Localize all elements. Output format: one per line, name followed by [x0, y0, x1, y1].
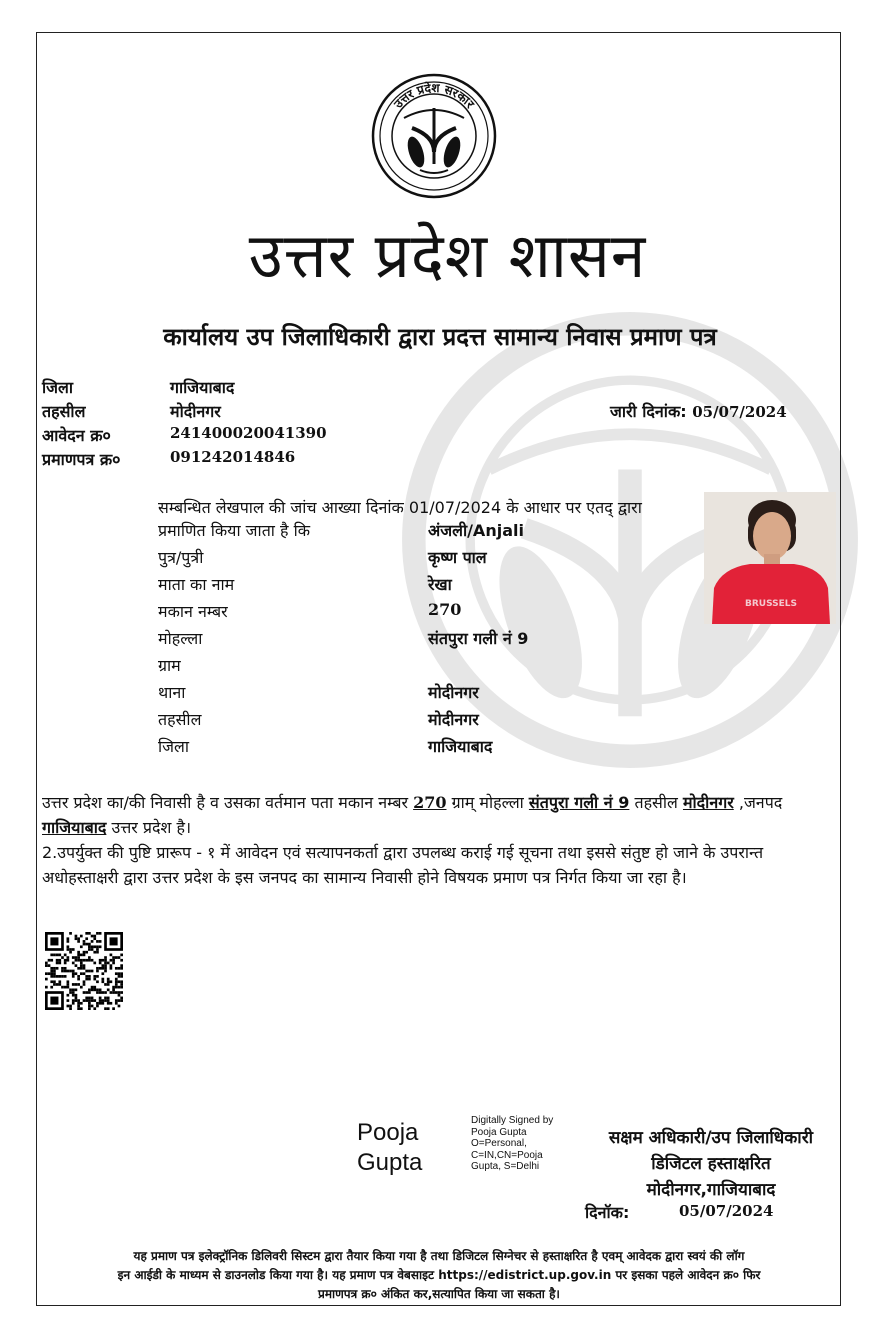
verification-intro: सम्बन्धित लेखपाल की जांच आख्या दिनांक 01/07/2024 के आधार पर एतद् द्वारा	[158, 498, 642, 517]
police-station-value: मोदीनगर	[428, 683, 479, 702]
mohalla-value: संतपुरा गली नं 9	[428, 629, 529, 648]
signing-date-label: दिनॉक:	[585, 1203, 630, 1222]
applicant-photo-illustration	[704, 492, 836, 624]
officer-signed: डिजिटल हस्ताक्षरित	[651, 1154, 771, 1174]
tehsil-underlined: मोदीनगर	[682, 793, 734, 812]
house-number-underlined: 270	[413, 793, 447, 812]
officer-designation: सक्षम अधिकारी/उप जिलाधिकारी	[608, 1128, 814, 1148]
applicant-photo	[704, 492, 836, 624]
certificate-subtitle: कार्यालय उप जिलाधिकारी द्वारा प्रदत्त सामान्य निवास प्रमाण पत्र	[163, 323, 717, 351]
issue-date	[610, 400, 787, 422]
applicant-name: अंजली/Anjali	[428, 521, 524, 540]
issuing-officer	[580, 1125, 842, 1203]
certificate-number-value: 091242014846	[170, 448, 296, 466]
district-detail-value: गाजियाबाद	[428, 737, 493, 756]
application-number-value: 241400020041390	[170, 424, 327, 442]
detail-row: थाना मोदीनगर	[158, 683, 479, 702]
application-number-label: आवेदन क्र०	[42, 426, 111, 445]
detail-row: प्रमाणित किया जाता है कि अंजली/Anjali	[158, 521, 524, 540]
tehsil-detail-value: मोदीनगर	[428, 710, 479, 729]
signing-date-value: 05/07/2024	[679, 1202, 774, 1220]
detail-row: माता का नाम रेखा	[158, 575, 452, 594]
signature-name: Pooja Gupta	[357, 1119, 423, 1176]
district-underlined: गाजियाबाद	[42, 818, 107, 837]
district-value: गाजियाबाद	[170, 378, 235, 397]
detail-row: पुत्र/पुत्री कृष्ण पाल	[158, 548, 487, 567]
digital-signature-details: Digitally Signed by Pooja Gupta O=Personal, C=IN,CN=Pooja Gupta, S=Delhi	[471, 1115, 554, 1172]
detail-row: मोहल्ला संतपुरा गली नं 9	[158, 629, 529, 648]
mother-name: रेखा	[428, 575, 452, 594]
mohalla-underlined: संतपुरा गली नं 9	[528, 793, 630, 812]
parent-name: कृष्ण पाल	[428, 548, 487, 567]
page-title: उत्तर प्रदेश शासन	[248, 219, 647, 292]
tehsil-label: तहसील	[42, 402, 86, 421]
residence-statement: उत्तर प्रदेश का/की निवासी है व उसका वर्तमान पता मकान नम्बर 270 ग्राम् मोहल्ला संतपुरा गली नं 9 तहसील मोदीनगर ,जनपद गाजियाबाद उत्तर प्रदेश है।	[42, 793, 783, 837]
detail-row: ग्राम	[158, 656, 181, 675]
detail-row: मकान नम्बर 270	[158, 600, 462, 621]
qr-code[interactable]	[45, 932, 123, 1010]
issue-date-label: जारी दिनांक:	[610, 402, 687, 421]
tehsil-value: मोदीनगर	[170, 402, 221, 421]
detail-row: जिला गाजियाबाद	[158, 737, 493, 756]
up-government-emblem	[370, 72, 498, 200]
district-label: जिला	[42, 378, 74, 397]
signing-date	[585, 1201, 774, 1223]
shirt-print: BRUSSELS	[744, 599, 798, 609]
footer-note: यह प्रमाण पत्र इलेक्ट्रॉनिक डिलिवरी सिस्टम द्वारा तैयार किया गया है तथा डिजिटल सिग्नेचर से हस्ताक्षरित है एवम् आवेदक द्वारा स्वयं की लॉग इन आईडी के माध्यम से डाउनलोड किया गया है। यह प्रमाण पत्र वेबसाइट https://edistrict.up.gov.in पर इसका पहले आवेदन क्र० फिर प्रमाणपत्र क्र० अंकित कर,सत्यापित किया जा सकता है।	[117, 1249, 761, 1301]
issue-date-value: 05/07/2024	[692, 403, 787, 421]
svg-text:उत्तर प्रदेश सरकार: उत्तर प्रदेश सरकार	[391, 80, 478, 111]
officer-location: मोदीनगर,गाजियाबाद	[646, 1180, 776, 1200]
house-number: 270	[428, 600, 462, 619]
detail-row: तहसील मोदीनगर	[158, 710, 479, 729]
certificate-number-label: प्रमाणपत्र क्र०	[42, 450, 121, 469]
confirmation-statement: 2.उपर्युक्त की पुष्टि प्रारूप - १ में आवेदन एवं सत्यापनकर्ता द्वारा उपलब्ध कराई गई सूचना तथा इससे संतुष्ट हो जाने के उपरान्त अधोहस्ताक्षरी द्वारा उत्तर प्रदेश के इस जनपद का सामान्य निवासी होने विषयक प्रमाण पत्र निर्गत किया जा रहा है।	[42, 843, 764, 887]
